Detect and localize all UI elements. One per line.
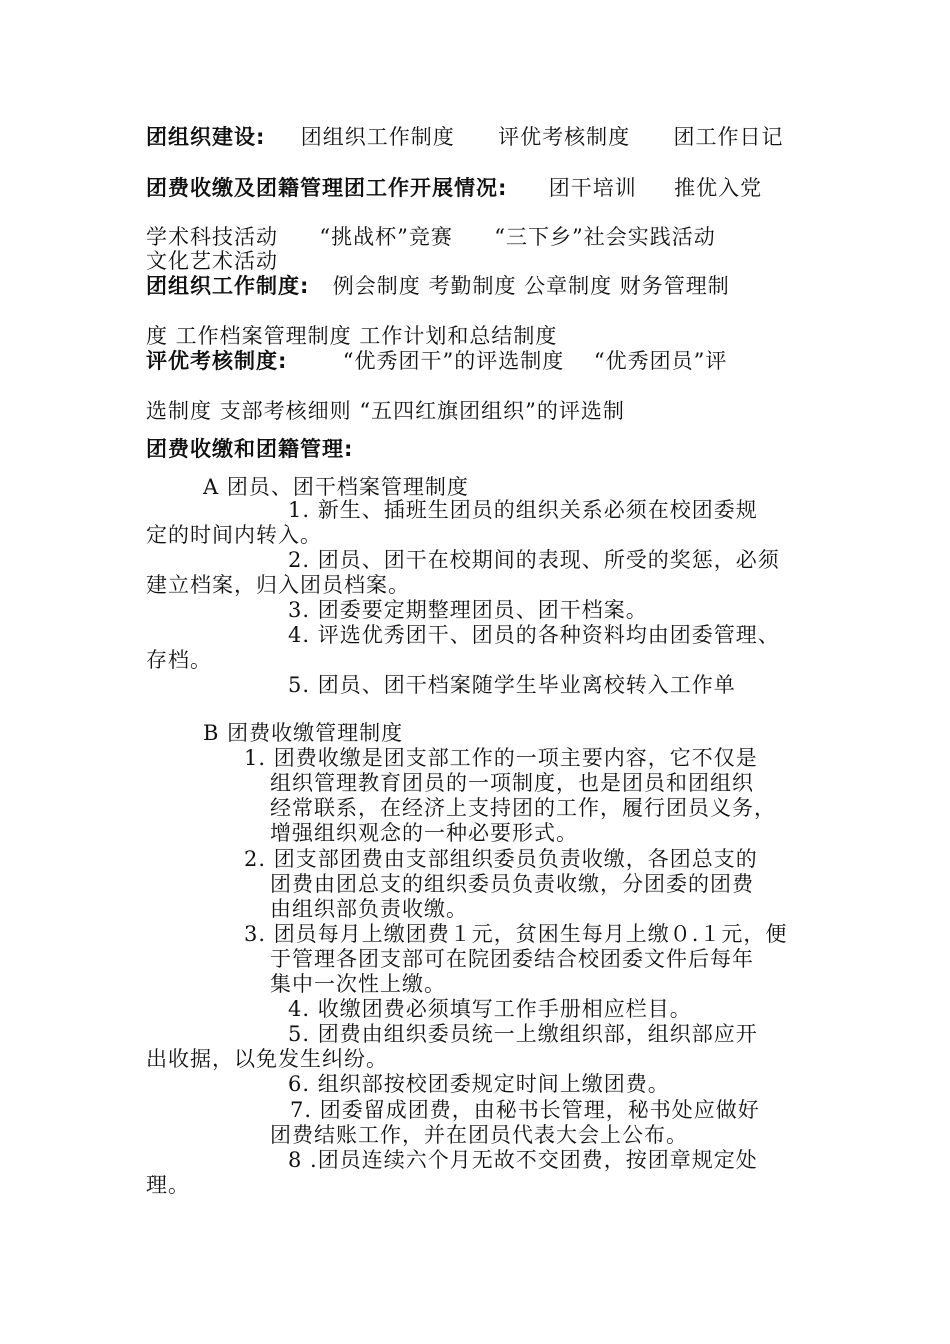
work-system-line-1 [146,273,730,299]
org-item-work-system: 团组织工作制度 [300,125,455,149]
part-b-line: 6. 组织部按校团委规定时间上缴团费。 [288,1072,670,1096]
org-item-diary: 团工作日记 [673,125,784,149]
work-system-text-1: 例会制度 考勤制度 公章制度 财务管理制 [332,274,730,298]
activity-culture: 文化艺术活动 [146,249,278,273]
fees-mgmt-line [146,436,353,462]
part-a-line: 4. 评选优秀团干、团员的各种资料均由团委管理、 [288,623,780,647]
part-b-line: 增强组织观念的一种必要形式。 [270,821,578,845]
part-b-line: 理。 [146,1173,190,1197]
fees-mgmt-heading: 团费收缴和团籍管理: [146,437,354,461]
part-b-line: 集中一次性上缴。 [270,972,446,996]
part-b-line: 团费结账工作，并在团员代表大会上公布。 [270,1123,688,1147]
activity-challenge-cup: “挑战杯”竞赛 [319,225,453,249]
evaluation-heading: 评优考核制度: [146,349,288,373]
org-item-evaluation: 评优考核制度 [498,125,631,149]
part-b-line: 组织管理教育团员的一项制度，也是团员和团组织 [270,771,754,795]
activity-party-recommend: 推优入党 [674,176,763,200]
part-b-line: 经常联系，在经济上支持团的工作，履行团员义务， [270,796,776,820]
activities-line-2 [146,224,716,250]
part-b-line: 团费由团总支的组织委员负责收缴，分团委的团费 [270,872,754,896]
part-b-line: 7. 团委留成团费，由秘书长管理，秘书处应做好 [290,1098,760,1122]
work-system-line-2 [146,323,557,349]
part-a-line: 定的时间内转入。 [146,523,322,547]
part-b-line: 1. 团费收缴是团支部工作的一项主要内容，它不仅是 [244,746,758,770]
part-a-line: 存档。 [146,648,212,672]
fees-intro-heading: 团费收缴及团籍管理团工作开展情况: [146,176,508,200]
part-b-line: 8 .团员连续六个月无故不交团费，按团章规定处 [288,1148,758,1172]
part-b-line: 4. 收缴团费必须填写工作手册相应栏目。 [288,997,692,1021]
part-b-title: B 团费收缴管理制度 [203,721,404,745]
activity-science: 学术科技活动 [146,225,278,249]
activity-three-to-country: “三下乡”社会实践活动 [494,225,716,249]
part-a-line: 2. 团员、团干在校期间的表现、所受的奖惩，必须 [288,548,780,572]
part-b-line: 5. 团费由组织委员统一上缴组织部，组织部应开 [288,1022,758,1046]
evaluation-line-1 [146,348,727,374]
part-b-line: 3. 团员每月上缴团费１元，贫困生每月上缴０.１元，便 [244,922,788,946]
activity-training: 团干培训 [548,176,637,200]
evaluation-text-1: “优秀团干”的评选制度 “优秀团员”评 [342,349,728,373]
evaluation-text-2: 选制度 支部考核细则 “五四红旗团组织”的评选制 [146,399,625,423]
org-construction-heading: 团组织建设: [146,125,266,149]
part-b-line: 2. 团支部团费由支部组织委员负责收缴，各团总支的 [244,847,758,871]
part-a-title: A 团员、团干档案管理制度 [203,475,469,499]
part-b-line: 于管理各团支部可在院团委结合校团委文件后每年 [270,947,754,971]
part-a-line: 1. 新生、插班生团员的组织关系必须在校团委规 [288,498,758,522]
part-b-line: 出收据，以免发生纠纷。 [146,1047,388,1071]
activities-line-3 [146,248,278,274]
work-system-heading: 团组织工作制度: [146,274,310,298]
part-a-line: 5. 团员、团干档案随学生毕业离校转入工作单 [288,673,736,697]
fees-intro-line [146,175,762,201]
part-b-line: 由组织部负责收缴。 [270,897,468,921]
part-a-line: 3. 团委要定期整理团员、团干档案。 [288,598,648,622]
part-a-line: 建立档案，归入团员档案。 [146,573,410,597]
work-system-text-2: 度 工作档案管理制度 工作计划和总结制度 [146,324,558,348]
org-construction-line [146,124,784,150]
evaluation-line-2 [146,398,625,424]
